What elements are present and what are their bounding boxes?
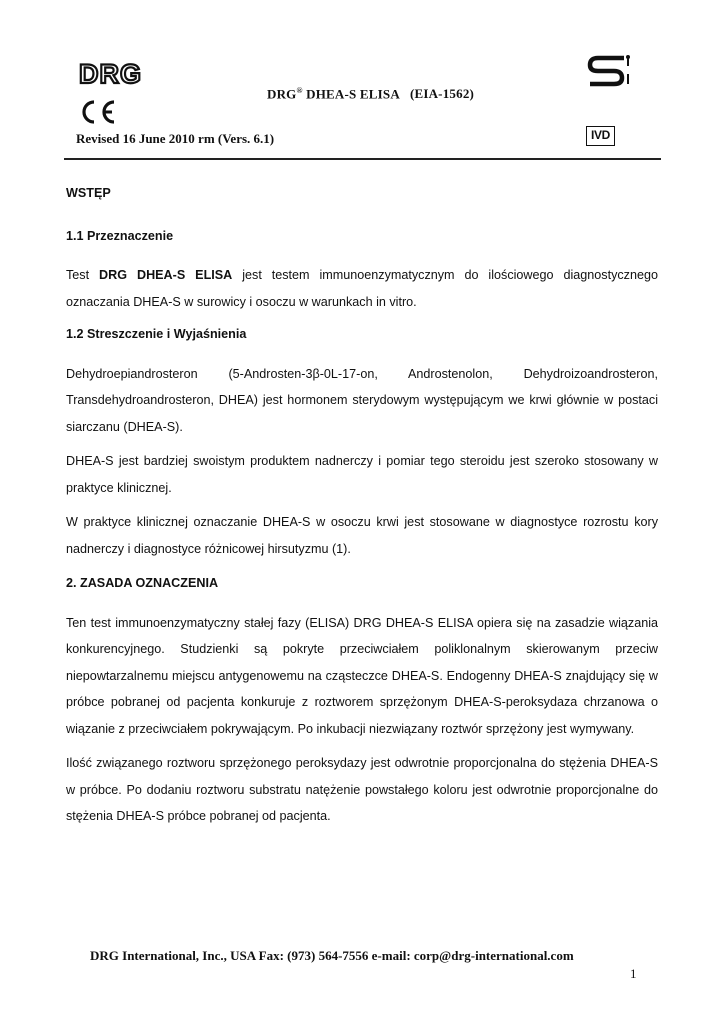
- footer-contact: DRG International, Inc., USA Fax: (973) 564-7556 e-mail: corp@drg-international.com: [90, 948, 574, 963]
- page-number: 1: [630, 966, 637, 981]
- document-title: DRG® DHEA-S ELISA (EIA-1562): [267, 86, 475, 102]
- paragraph: Test DRG DHEA-S ELISA jest testem immunoenzymatycznym do ilościowego diagnostycznego oznaczania DHEA-S w surowicy i osoczu w warunkach in vitro.: [66, 268, 658, 309]
- paragraph: Dehydroepiandrosteron (5-Androsten-3β-0L-17-on, Androstenolon, Dehydroizoandrosteron, Transdehydroandrosteron, DHEA) jest hormonem sterydowym występującym we krwi głównie w postaci siarczanu (DHEA-S).: [66, 366, 658, 434]
- document-body: [66, 180, 658, 838]
- section-heading: 2. ZASADA OZNACZENIA: [66, 576, 219, 590]
- paragraph: Ilość związanego roztworu sprzężonego peroksydazy jest odwrotnie proporcjonalna do stężenia DHEA-S w próbce. Po dodaniu roztworu substratu natężenie powstałego koloru jest odwrotnie proporcjonalne do stężenia DHEA-S próbce pobranej od pacjenta.: [66, 756, 658, 823]
- company-s-logo-icon: [584, 54, 632, 88]
- header-divider: [64, 158, 661, 160]
- paragraph: Ten test immunoenzymatyczny stałej fazy (ELISA) DRG DHEA-S ELISA opiera się na zasadzie wiązania konkurencyjnego. Studzienki są pokryte przeciwciałem poliklonalnym skierowanym przeciw niepowtarzalnemu miejscu antygenowemu na cząsteczce DHEA-S. Endogenny DHEA-S znajdujący się w próbce pobranej od pacjenta konkuruje z roztworem sprzężonym DHEA-S-peroksydaza chrzanowa o wiązanie z przeciwciałem pokrywającym. Po inkubacji niezwiązany roztwór sprzężony jest wymywany.: [66, 615, 658, 736]
- ce-mark-icon: [78, 98, 120, 126]
- ivd-badge: IVD: [586, 126, 615, 146]
- drg-logo: [77, 58, 169, 88]
- section-heading: 1.2 Streszczenie i Wyjaśnienia: [66, 327, 247, 341]
- paragraph: DHEA-S jest bardziej swoistym produktem nadnerczy i pomiar tego steroidu jest szeroko stosowany w praktyce klinicznej.: [66, 454, 658, 495]
- section-heading: WSTĘP: [66, 186, 111, 200]
- revision-date: Revised 16 June 2010 rm (Vers. 6.1): [76, 131, 275, 146]
- section-heading: 1.1 Przeznaczenie: [66, 228, 174, 243]
- svg-text:DRG: DRG: [79, 59, 142, 88]
- product-name: DRG DHEA-S ELISA: [99, 268, 233, 282]
- paragraph: W praktyce klinicznej oznaczanie DHEA-S w osoczu krwi jest stosowane w diagnostyce rozrostu kory nadnerczy i diagnostyce różnicowej hirsutyzmu (1).: [66, 515, 658, 556]
